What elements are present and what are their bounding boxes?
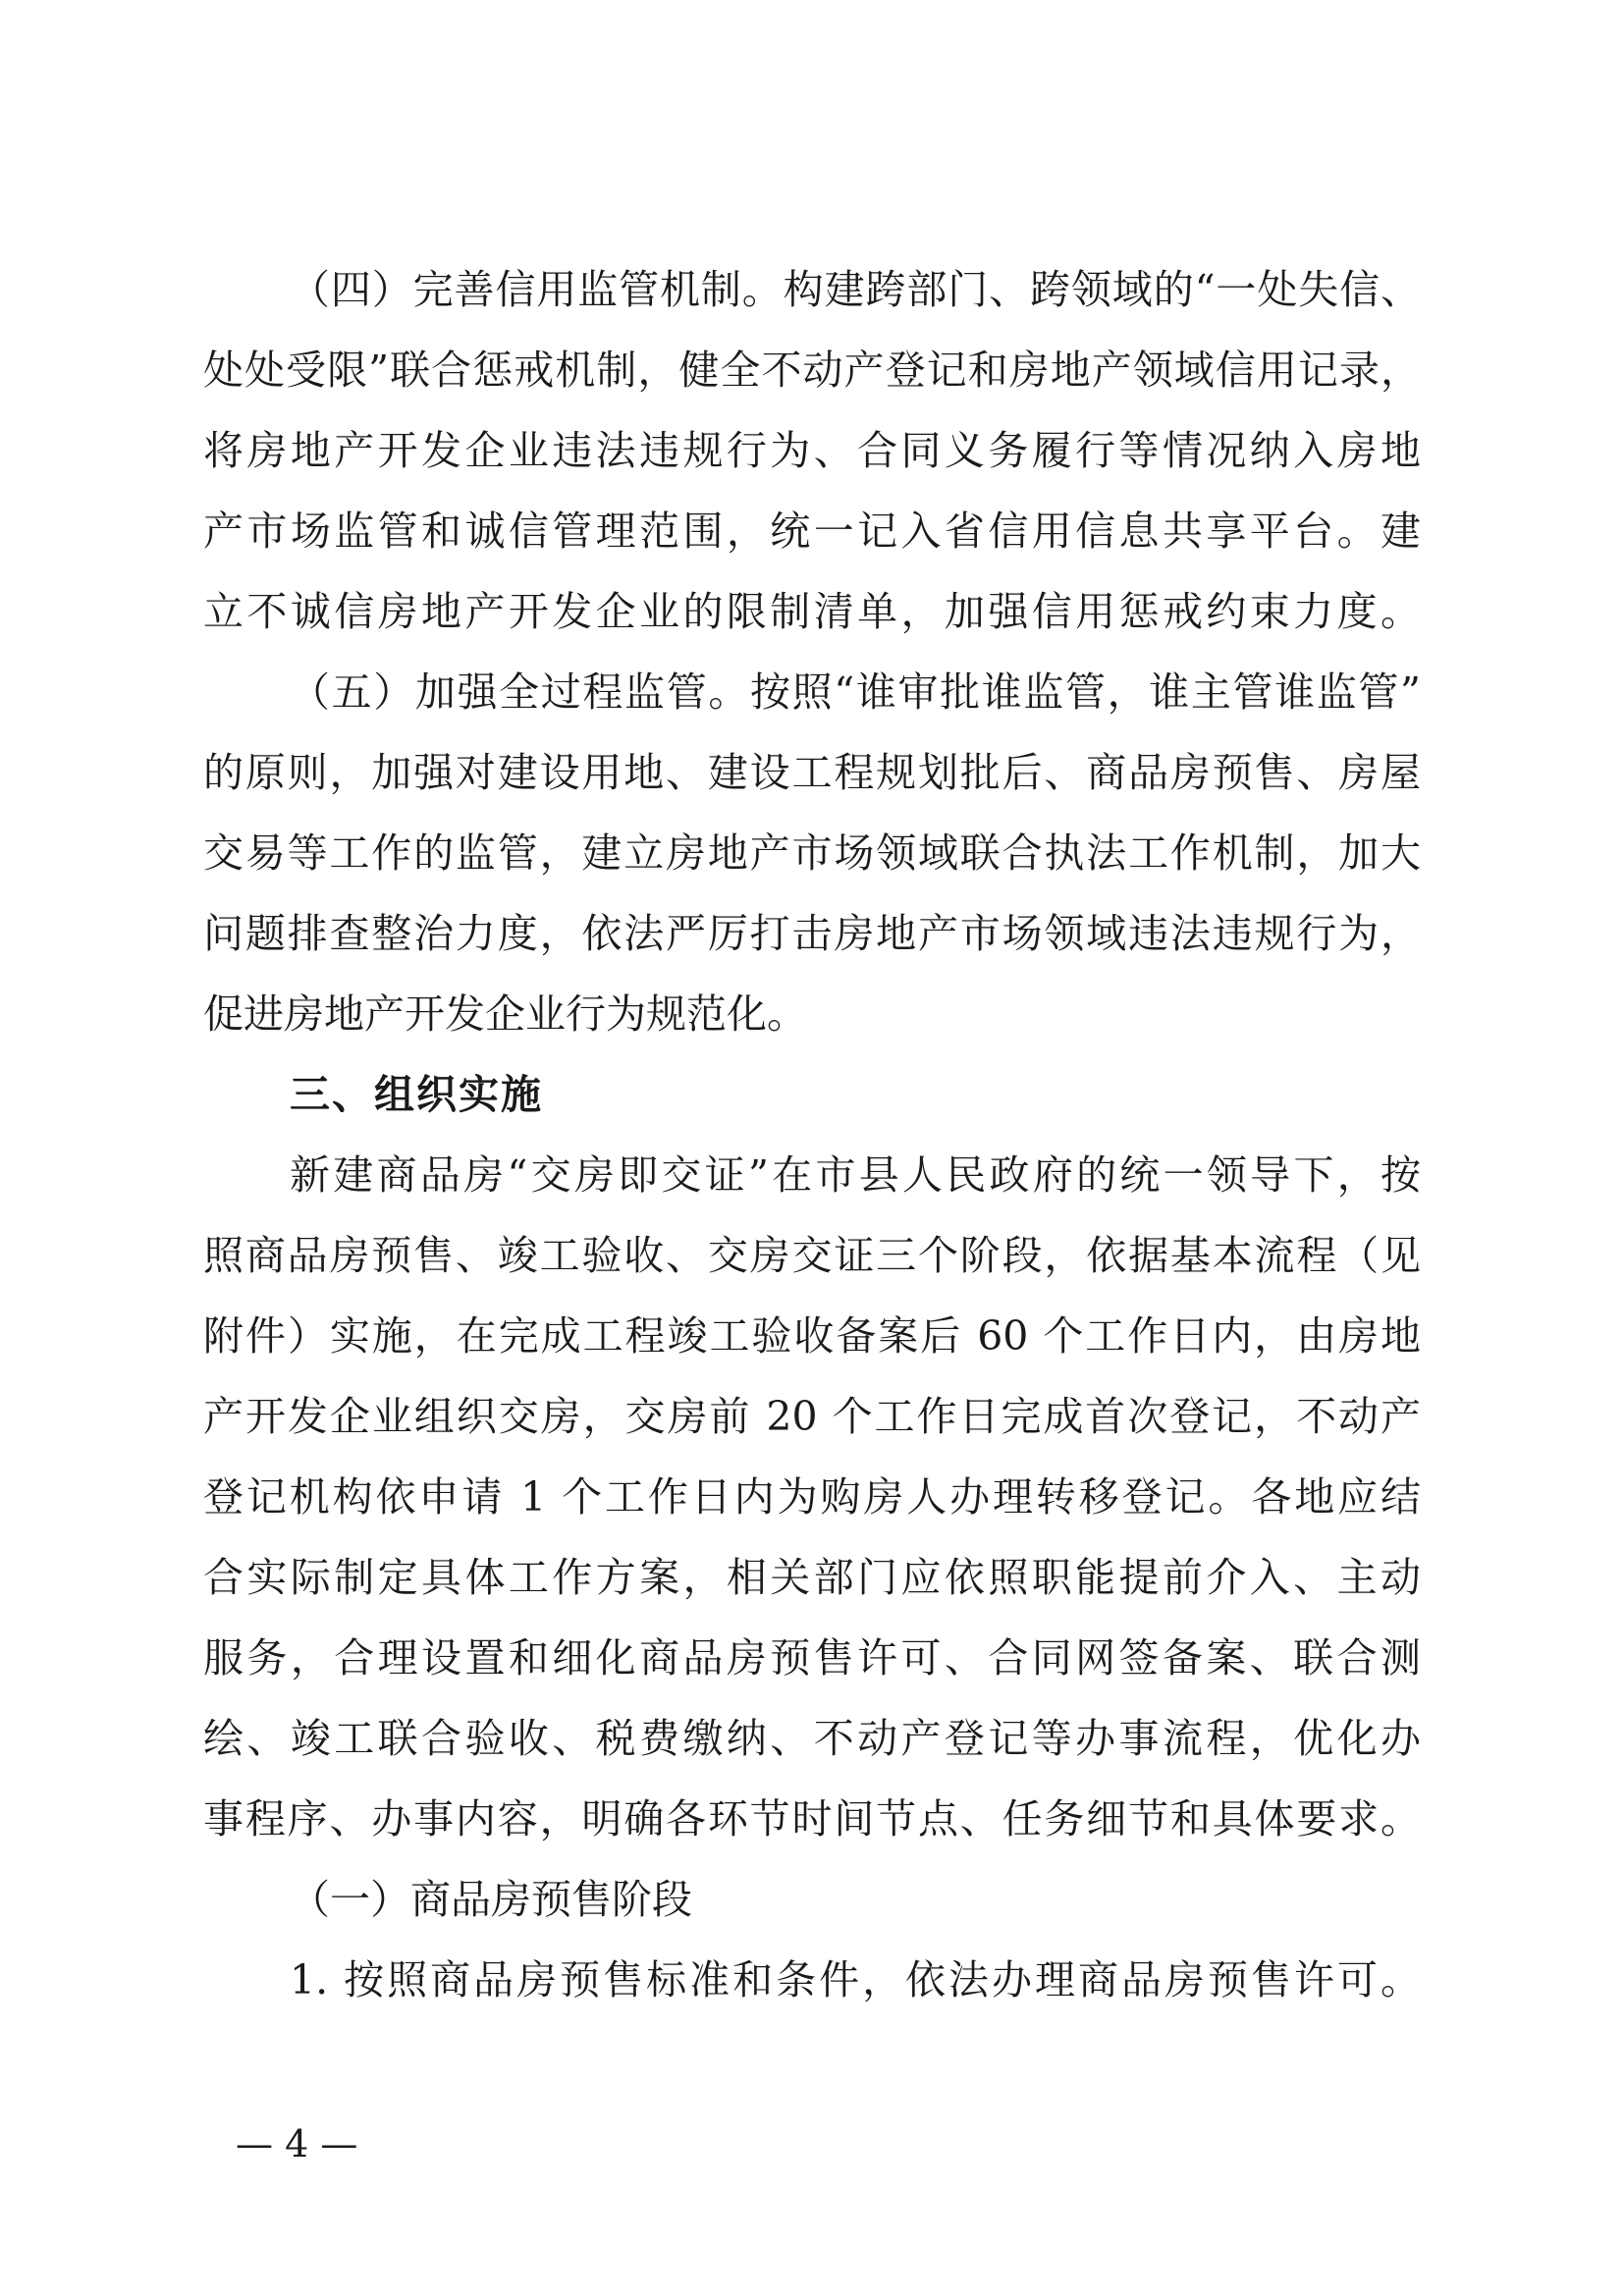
subsection-heading: （一）商品房预售阶段 [290, 1876, 692, 1923]
text-line: （五）加强全过程监管。按照“谁审批谁监管，谁主管谁监管” [290, 668, 1421, 716]
text-line: 产开发企业组织交房，交房前 20 个工作日完成首次登记，不动产 [203, 1393, 1421, 1440]
text-line: 的原则，加强对建设用地、建设工程规划批后、商品房预售、房屋 [203, 749, 1421, 796]
subsection-presale-stage [203, 1859, 1421, 1940]
text-line: 问题排查整治力度，依法严厉打击房地产市场领域违法违规行为， [203, 910, 1421, 957]
text-line: 交易等工作的监管，建立房地产市场领域联合执法工作机制，加大 [203, 829, 1421, 877]
text-line: 新建商品房“交房即交证”在市县人民政府的统一领导下，按 [290, 1151, 1421, 1199]
text-line: 登记机构依申请 1 个工作日内为购房人办理转移登记。各地应结 [203, 1473, 1421, 1521]
paragraph-process-supervision [203, 652, 1421, 1054]
text-line: 促进房地产开发企业行为规范化。 [203, 990, 807, 1038]
paragraph-implementation [203, 1135, 1421, 1859]
text-line: 合实际制定具体工作方案，相关部门应依照职能提前介入、主动 [203, 1554, 1421, 1601]
paragraph-item-1 [203, 1940, 1421, 2020]
document-body [203, 249, 1421, 2020]
text-line: 将房地产开发企业违法违规行为、合同义务履行等情况纳入房地 [203, 427, 1421, 474]
text-line: 事程序、办事内容，明确各环节时间节点、任务细节和具体要求。 [203, 1795, 1421, 1842]
text-line: 附件）实施，在完成工程竣工验收备案后 60 个工作日内，由房地 [203, 1312, 1421, 1360]
text-line: 立不诚信房地产开发企业的限制清单，加强信用惩戒约束力度。 [203, 588, 1421, 635]
section-heading: 三、组织实施 [290, 1071, 543, 1118]
text-line: （四）完善信用监管机制。构建跨部门、跨领域的“一处失信、 [290, 266, 1421, 313]
section-heading-organization [203, 1054, 1421, 1135]
paragraph-credit-supervision [203, 249, 1421, 652]
text-line: 处处受限”联合惩戒机制，健全不动产登记和房地产领域信用记录， [203, 347, 1421, 394]
text-line: 照商品房预售、竣工验收、交房交证三个阶段，依据基本流程（见 [203, 1232, 1421, 1279]
text-line: 服务，合理设置和细化商品房预售许可、合同网签备案、联合测 [203, 1634, 1421, 1682]
text-line: 绘、竣工联合验收、税费缴纳、不动产登记等办事流程，优化办 [203, 1715, 1421, 1762]
page-number: — 4 — [236, 2122, 358, 2165]
text-line: 产市场监管和诚信管理范围，统一记入省信用信息共享平台。建 [203, 507, 1421, 555]
text-line: 1. 按照商品房预售标准和条件，依法办理商品房预售许可。 [290, 1956, 1421, 2003]
